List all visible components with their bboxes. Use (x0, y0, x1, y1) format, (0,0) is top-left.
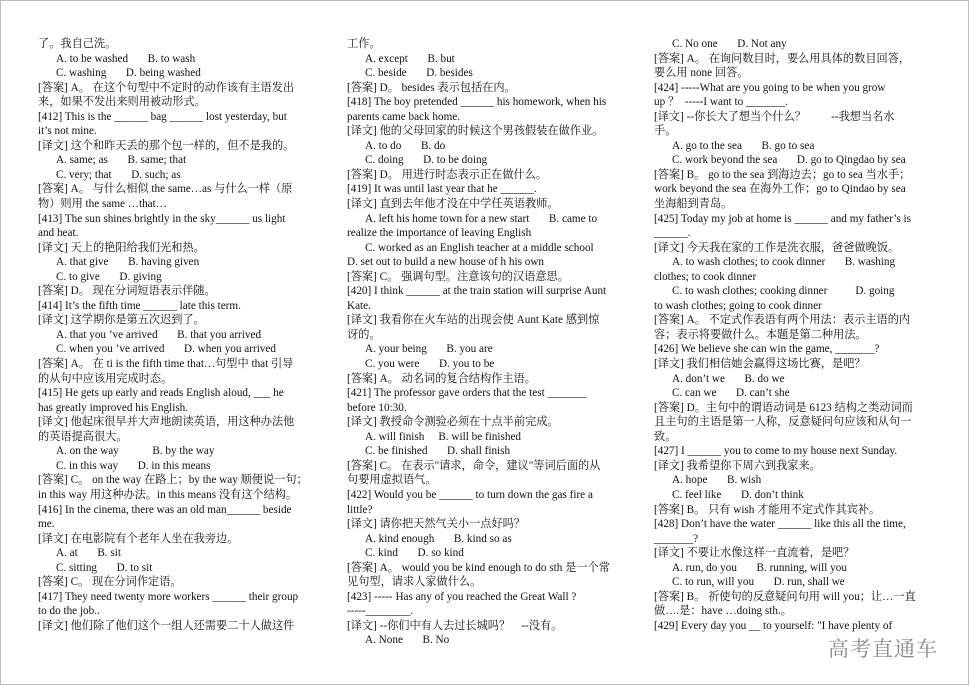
text-line: [答案] D。 besides 表示包括在内。 (347, 81, 516, 94)
answer-options-line: C. worked as an English teacher at a middle school (365, 241, 594, 254)
answer-options-line: C. to give D. giving (56, 270, 162, 283)
text-line: [答案] A。 不定式作表语有两个用法：表示主语的内 (654, 314, 911, 327)
text-line: has greatly improved his English. (38, 401, 189, 414)
answer-options-line: C. sitting D. to sit (56, 561, 153, 574)
text-line: _______? (654, 532, 699, 545)
text-line: 见句型，请求人家做什么。 (347, 576, 482, 589)
text-line: [答案] C。 现在分词作定语。 (38, 576, 182, 589)
text-line: 物）则用 the same …that… (38, 198, 167, 211)
text-line: [420] I think ______ at the train station will surprise Aunt (347, 285, 607, 298)
text-line: [译文] 这学期你是第五次迟到了。 (38, 314, 205, 327)
text-column-1 (38, 37, 328, 633)
text-line: work beyond the sea 在海外工作；go to Qindao by sea (654, 183, 906, 196)
text-line: [答案] D。 用进行时态表示正在做什么。 (347, 168, 548, 181)
text-line: before 10:30. (347, 401, 407, 414)
text-line: [答案] C。 在表示"请求，命令，建议"等词后面的从 (347, 459, 601, 472)
text-line: [答案] C。 on the way 在路上；by the way 顺便说一句； (38, 474, 308, 487)
text-line: [419] It was until last year that he ______. (347, 183, 537, 196)
text-column-3 (654, 37, 944, 633)
answer-options-line: C. be finished D. shall finish (365, 445, 511, 458)
text-line: Kate. (347, 299, 371, 312)
answer-options-line: C. feel like D. don’t think (672, 488, 804, 501)
answer-options-line: C. in this way D. in this means (56, 459, 211, 472)
text-line: [答案] C。 强调句型。注意该句的汉语意思。 (347, 270, 569, 283)
text-line: 来，如果不发出来则用被动形式。 (38, 96, 206, 109)
text-line: [415] He gets up early and reads English aloud, ___ he (38, 387, 284, 400)
answer-options-line: C. kind D. so kind (365, 547, 464, 560)
text-line: [412] This is the ______ bag ______ lost yesterday, but (38, 110, 287, 123)
text-line: [译文] 不要让水像这样一直流着，是吧？ (654, 547, 855, 560)
answer-options-line: A. don’t we B. do we (672, 372, 785, 385)
text-line: clothes; to cook dinner (654, 270, 757, 283)
answer-options-line: A. left his home town for a new start B. came to (365, 212, 598, 225)
text-line: -----________. (347, 605, 414, 618)
answer-options-line: A. that you ’ve arrived B. that you arrived (56, 328, 262, 341)
text-line: [译文] 今天我在家的工作是洗衣服，爸爸做晚饭。 (654, 241, 900, 254)
text-line: 的英语提高很大。 (38, 430, 128, 443)
text-line: in this way 用这种办法。in this means 没有这个结构。 (38, 488, 298, 501)
text-line: [答案] A。 would you be kind enough to do sth 是一个常 (347, 561, 610, 574)
text-line: [答案] B。 祈使句的反意疑问句用 will you；让…一直 (654, 590, 916, 603)
text-line: 讶的。 (347, 328, 381, 341)
answer-options-line: C. work beyond the sea D. go to Qingdao by sea (672, 154, 906, 167)
text-line: 的从句中应该用完成时态。 (38, 372, 173, 385)
text-line: [答案] D。主句中的谓语动词是 6123 结构之类动词而 (654, 401, 913, 414)
answer-options-line: A. to do B. do (365, 139, 446, 152)
text-line: [译文] 他的父母回家的时候这个男孩假装在做作业。 (347, 125, 604, 138)
answer-options-line: C. No one D. Not any (672, 38, 787, 50)
answer-options-line: C. can we D. can’t she (672, 387, 790, 400)
answer-options-line: C. to run, will you D. run, shall we (672, 576, 845, 589)
text-line: [421] The professor gave orders that the test _______ (347, 387, 587, 400)
text-line: [译文] 在电影院有个老年人坐在我旁边。 (38, 532, 239, 545)
text-line: [答案] A。 动名词的复合结构作主语。 (347, 372, 536, 385)
text-line: D. set out to build a new house of h his own (347, 256, 545, 269)
answer-options-line: C. when you ’ve arrived D. when you arrived (56, 343, 276, 356)
answer-options-line: A. hope B. wish (672, 474, 762, 487)
answer-options-line: A. kind enough B. kind so as (365, 532, 512, 545)
text-line: 且主句的主语是第一人称，反意疑问句应该和从句一 (654, 416, 912, 429)
answer-options-line: C. doing D. to be doing (365, 154, 488, 167)
text-line: [413] The sun shines brightly in the sky______ us light (38, 212, 286, 225)
answer-options-line: A. to be washed B. to wash (56, 52, 196, 65)
text-line: [427] I ______ you to come to my house next Sunday. (654, 445, 898, 458)
text-line: to wash clothes; going to cook dinner (654, 299, 822, 312)
text-line: realize the importance of leaving English (347, 227, 532, 240)
text-line: [答案] A。 在这个句型中不定时的动作该有主语发出 (38, 81, 295, 94)
answer-options-line: A. will finish B. will be finished (365, 430, 521, 443)
text-line: [译文] --你长大了想当个什么？ --我想当名水 (654, 110, 895, 123)
answer-options-line: C. washing D. being washed (56, 67, 201, 80)
answer-options-line: A. except B. but (365, 52, 455, 65)
text-line: [422] Would you be ______ to turn down the gas fire a (347, 488, 593, 501)
text-line: [418] The boy pretended ______ his homework, when his (347, 96, 607, 109)
text-line: [答案] D。 现在分词短语表示伴随。 (38, 285, 216, 298)
text-line: and heat. (38, 227, 79, 240)
text-line: [译文] 教授命令测验必须在十点半前完成。 (347, 416, 559, 429)
answer-options-line: A. go to the sea B. go to sea (672, 139, 815, 152)
text-line: [译文] 请你把天然气关小一点好吗？ (347, 518, 526, 531)
text-line: it’s not mine. (38, 125, 97, 138)
text-line: [417] They need twenty more workers ______ their group (38, 590, 299, 603)
answer-options-line: A. run, do you B. running, will you (672, 561, 847, 574)
text-line: [425] Today my job at home is ______ and my father’s is (654, 212, 912, 225)
text-line: [译文] 他们除了他们这个一组人还需要二十人做这件 (38, 619, 295, 632)
text-line: [424] -----What are you going to be when you grow (654, 81, 886, 94)
text-line: [译文] 这个和昨天丢的那个包一样的，但不是我的。 (38, 139, 295, 152)
answer-options-line: A. same; as B. same; that (56, 154, 187, 167)
text-line: [译文] 我们相信她会赢得这场比赛，是吧？ (654, 358, 866, 371)
text-line: [414] It’s the fifth time ______ late this term. (38, 299, 241, 312)
text-line: [428] Don’t have the water ______ like this all the time, (654, 518, 906, 531)
text-line: 句要用虚拟语气。 (347, 474, 437, 487)
text-line: [426] We believe she can win the game, _______? (654, 343, 880, 356)
text-line: up ？ -----I want to _______. (654, 96, 788, 109)
text-line: parents came back home. (347, 110, 461, 123)
text-line: to do the job.. (38, 605, 100, 618)
text-line: 了。我自己洗。 (38, 38, 117, 50)
text-line: [429] Every day you __ to yourself: "I have plenty of (654, 619, 893, 632)
text-line: 要么用 none 回答。 (654, 67, 749, 80)
text-line: [译文] 我希望你下周六到我家来。 (654, 459, 821, 472)
text-line: [译文] 直到去年他才没在中学任英语教师。 (347, 198, 559, 211)
text-line: [答案] B。 只有 wish 才能用不定式作其宾补。 (654, 503, 881, 516)
answer-options-line: A. None B. No (365, 634, 450, 647)
text-line: 容；表示将要做什么。本题是第二种用法。 (654, 328, 867, 341)
answer-options-line: C. to wash clothes; cooking dinner D. going (672, 285, 895, 298)
answer-options-line: A. your being B. you are (365, 343, 493, 356)
watermark-logo: 高考直通车 (828, 637, 938, 661)
text-line: [译文] 我看你在火车站的出现会使 Aunt Kate 感到惊 (347, 314, 600, 327)
text-line: ______. (654, 227, 691, 240)
text-line: [译文] --你们中有人去过长城吗？ --没有。 (347, 619, 563, 632)
text-line: [416] In the cinema, there was an old man______ beside (38, 503, 292, 516)
text-line: 致。 (654, 430, 677, 443)
text-line: 工作。 (347, 38, 381, 50)
text-line: [答案] A。 与什么相似 the same…as 与什么一样（原 (38, 183, 293, 196)
answer-options-line: A. on the way B. by the way (56, 445, 215, 458)
text-line: 做….是：have …doing sth.。 (654, 605, 792, 618)
answer-options-line: C. very; that D. such; as (56, 168, 181, 181)
text-line: [答案] A。 在询问数目时，要么用具体的数目回答， (654, 52, 911, 65)
text-line: [答案] A。 在 ti is the fifth time that…句型中 that 引导 (38, 358, 294, 371)
text-line: 手。 (654, 125, 677, 138)
answer-options-line: A. that give B. having given (56, 256, 200, 269)
text-line: [答案] B。 go to the sea 到海边去；go to sea 当水手； (654, 168, 911, 181)
text-line: [423] ----- Has any of you reached the Great Wall ? (347, 590, 577, 603)
text-line: [译文] 天上的艳阳给我们光和热。 (38, 241, 205, 254)
text-line: 坐海船到青岛。 (654, 198, 733, 211)
text-column-2 (347, 37, 637, 648)
answer-options-line: A. to wash clothes; to cook dinner B. washing (672, 256, 896, 269)
text-line: me. (38, 518, 55, 531)
answer-options-line: A. at B. sit (56, 547, 121, 560)
text-line: little? (347, 503, 373, 516)
answer-options-line: C. you were D. you to be (365, 358, 495, 371)
answer-options-line: C. beside D. besides (365, 67, 473, 80)
text-line: [译文] 他起床很早并大声地朗读英语，用这种办法他 (38, 416, 295, 429)
